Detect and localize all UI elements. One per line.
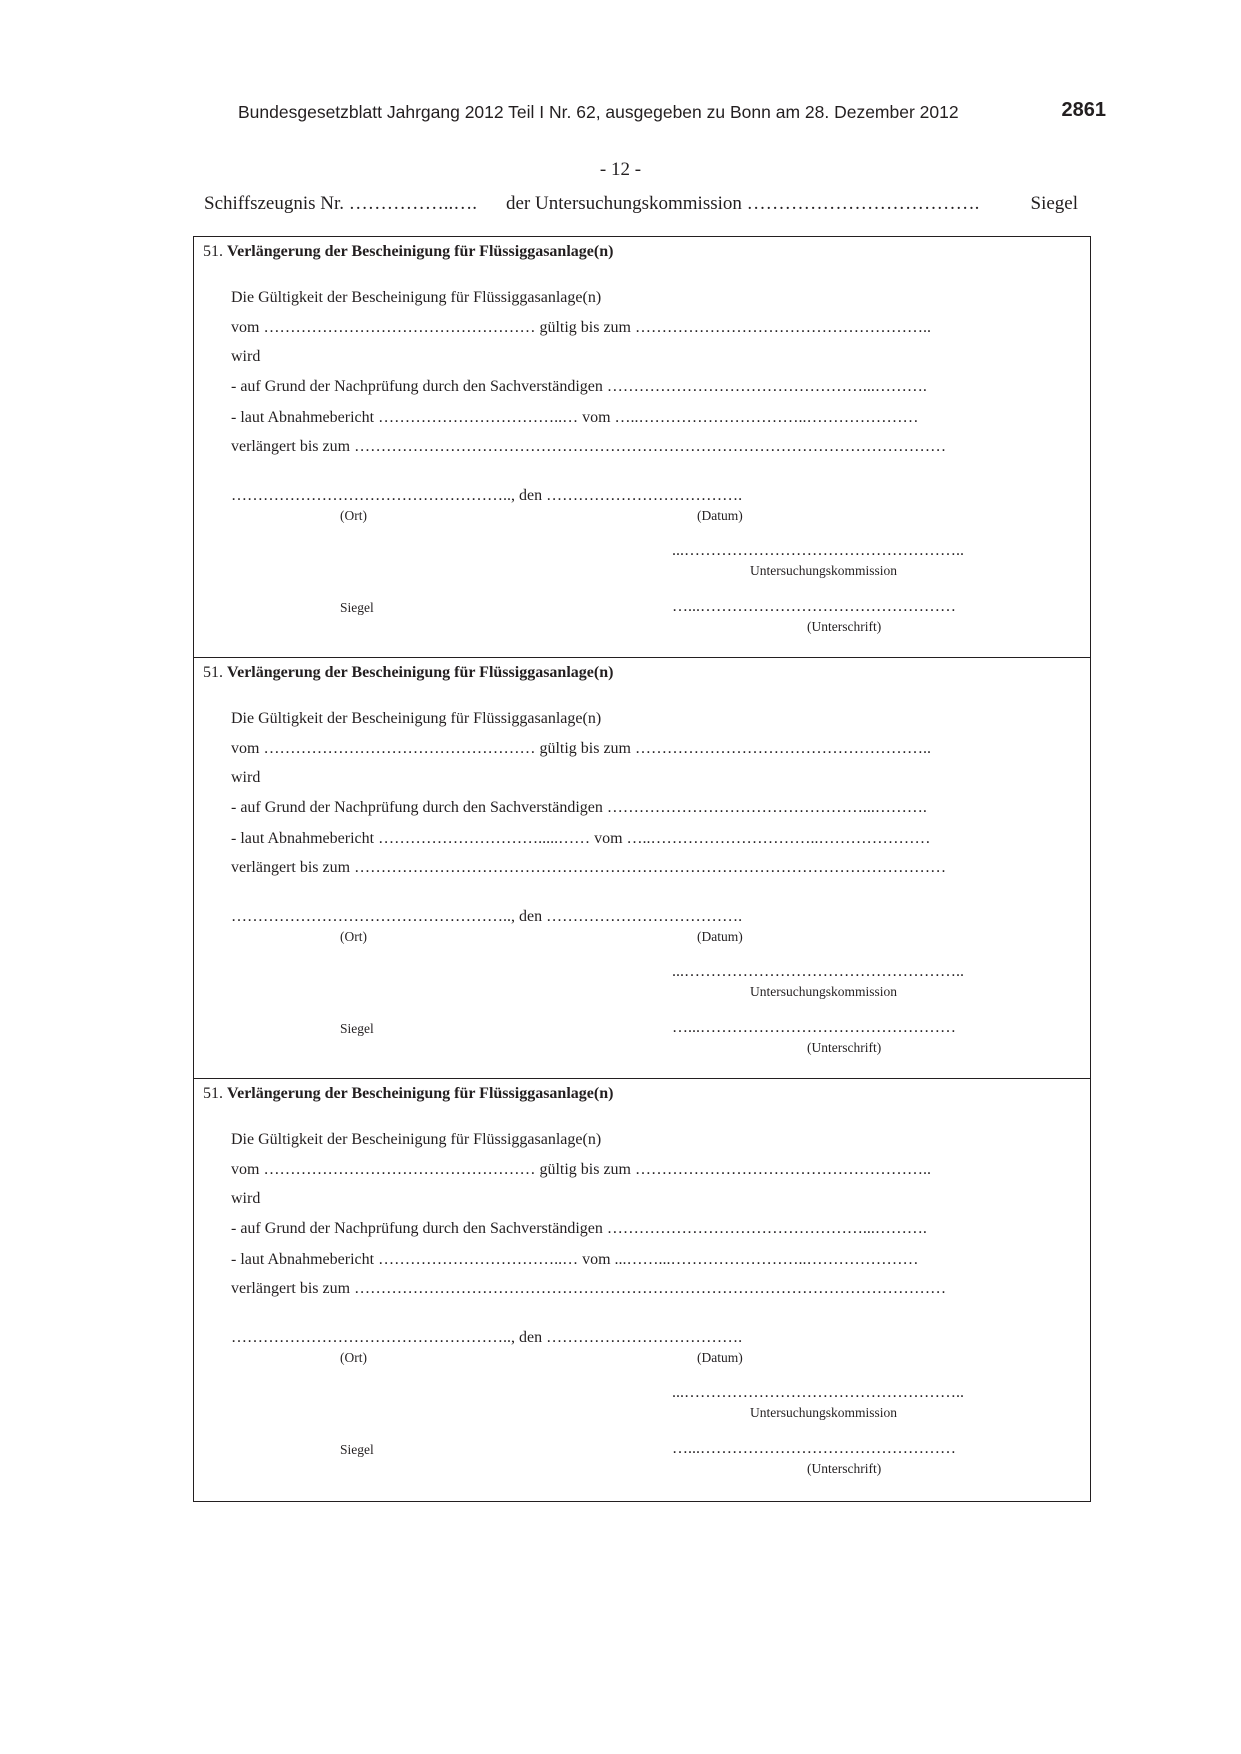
date-caption: (Datum) [697, 1350, 743, 1365]
validity-intro: Die Gültigkeit der Bescheinigung für Flüssiggasanlage(n) [231, 1131, 602, 1148]
form-section [194, 237, 1090, 658]
date-caption: (Datum) [697, 929, 743, 944]
commission-signature-line: ...…………………………………………….. [672, 542, 964, 559]
commission-field: der Untersuchungskommission ………………………………. [506, 193, 980, 214]
signature-line: …...………………………………………… [672, 1019, 956, 1036]
seal-label: Siegel [340, 600, 374, 615]
from-until-line: vom …………………………………………… gültig bis zum ……………………………………………….. [231, 319, 931, 336]
expert-inspection-line: - auf Grund der Nachprüfung durch den Sachverständigen …………………………………………...………. [231, 378, 927, 395]
ship-certificate-field: Schiffszeugnis Nr. ……………..…. [204, 193, 478, 214]
wird-text: wird [231, 1190, 261, 1207]
from-until-line: vom …………………………………………… gültig bis zum ……………………………………………….. [231, 740, 931, 757]
seal-label: Siegel [1030, 193, 1078, 214]
section-title: Verlängerung der Bescheinigung für Flüssiggasanlage(n) [227, 243, 614, 260]
section-title: Verlängerung der Bescheinigung für Flüssiggasanlage(n) [227, 664, 614, 681]
commission-signature-line: ...…………………………………………….. [672, 963, 964, 980]
place-caption: (Ort) [340, 929, 367, 944]
signature-caption: (Unterschrift) [807, 619, 882, 634]
signature-caption: (Unterschrift) [807, 1040, 882, 1055]
form-section [194, 658, 1090, 1079]
section-number: 51. [203, 243, 223, 260]
acceptance-report-line: - laut Abnahmebericht ………………………….....…… vom …..…………………………..………………… [231, 830, 931, 847]
seal-label: Siegel [340, 1021, 374, 1036]
seal-label: Siegel [340, 1442, 374, 1457]
section-number: 51. [203, 664, 223, 681]
form-section [194, 1079, 1090, 1501]
page-number: 2861 [1061, 99, 1106, 121]
place-caption: (Ort) [340, 1350, 367, 1365]
folio: - 12 - [599, 159, 642, 180]
signature-line: …...………………………………………… [672, 598, 956, 615]
certificate-line [204, 193, 1078, 215]
place-date-line: …………………………………………….., den ………………………………. [231, 1329, 743, 1346]
acceptance-report-line: - laut Abnahmebericht ……………………………..… vom …..…………………………..………………… [231, 409, 919, 426]
date-caption: (Datum) [697, 508, 743, 523]
running-head [238, 99, 1106, 123]
commission-caption: Untersuchungskommission [750, 1405, 897, 1420]
place-date-line: …………………………………………….., den ………………………………. [231, 487, 743, 504]
place-date-line: …………………………………………….., den ………………………………. [231, 908, 743, 925]
section-title: Verlängerung der Bescheinigung für Flüssiggasanlage(n) [227, 1085, 614, 1102]
validity-intro: Die Gültigkeit der Bescheinigung für Flüssiggasanlage(n) [231, 710, 602, 727]
from-until-line: vom …………………………………………… gültig bis zum ……………………………………………….. [231, 1161, 931, 1178]
section-heading [203, 664, 613, 682]
signature-caption: (Unterschrift) [807, 1461, 882, 1476]
form-table [193, 236, 1091, 1502]
commission-caption: Untersuchungskommission [750, 984, 897, 999]
running-title: Bundesgesetzblatt Jahrgang 2012 Teil I Nr. 62, ausgegeben zu Bonn am 28. Dezember 2012 [238, 102, 959, 122]
validity-intro: Die Gültigkeit der Bescheinigung für Flüssiggasanlage(n) [231, 289, 602, 306]
expert-inspection-line: - auf Grund der Nachprüfung durch den Sachverständigen …………………………………………...………. [231, 799, 927, 816]
acceptance-report-line: - laut Abnahmebericht ……………………………..… vom ...……...……………………..………………… [231, 1251, 919, 1268]
wird-text: wird [231, 348, 261, 365]
wird-text: wird [231, 769, 261, 786]
expert-inspection-line: - auf Grund der Nachprüfung durch den Sachverständigen …………………………………………...………. [231, 1220, 927, 1237]
section-heading [203, 243, 613, 261]
commission-caption: Untersuchungskommission [750, 563, 897, 578]
place-caption: (Ort) [340, 508, 367, 523]
commission-signature-line: ...…………………………………………….. [672, 1384, 964, 1401]
section-number: 51. [203, 1085, 223, 1102]
signature-line: …...………………………………………… [672, 1440, 956, 1457]
extended-until-line: verlängert bis zum ………………………………………………………………………………………………… [231, 438, 947, 455]
section-heading [203, 1085, 613, 1103]
extended-until-line: verlängert bis zum ………………………………………………………………………………………………… [231, 1280, 947, 1297]
extended-until-line: verlängert bis zum ………………………………………………………………………………………………… [231, 859, 947, 876]
